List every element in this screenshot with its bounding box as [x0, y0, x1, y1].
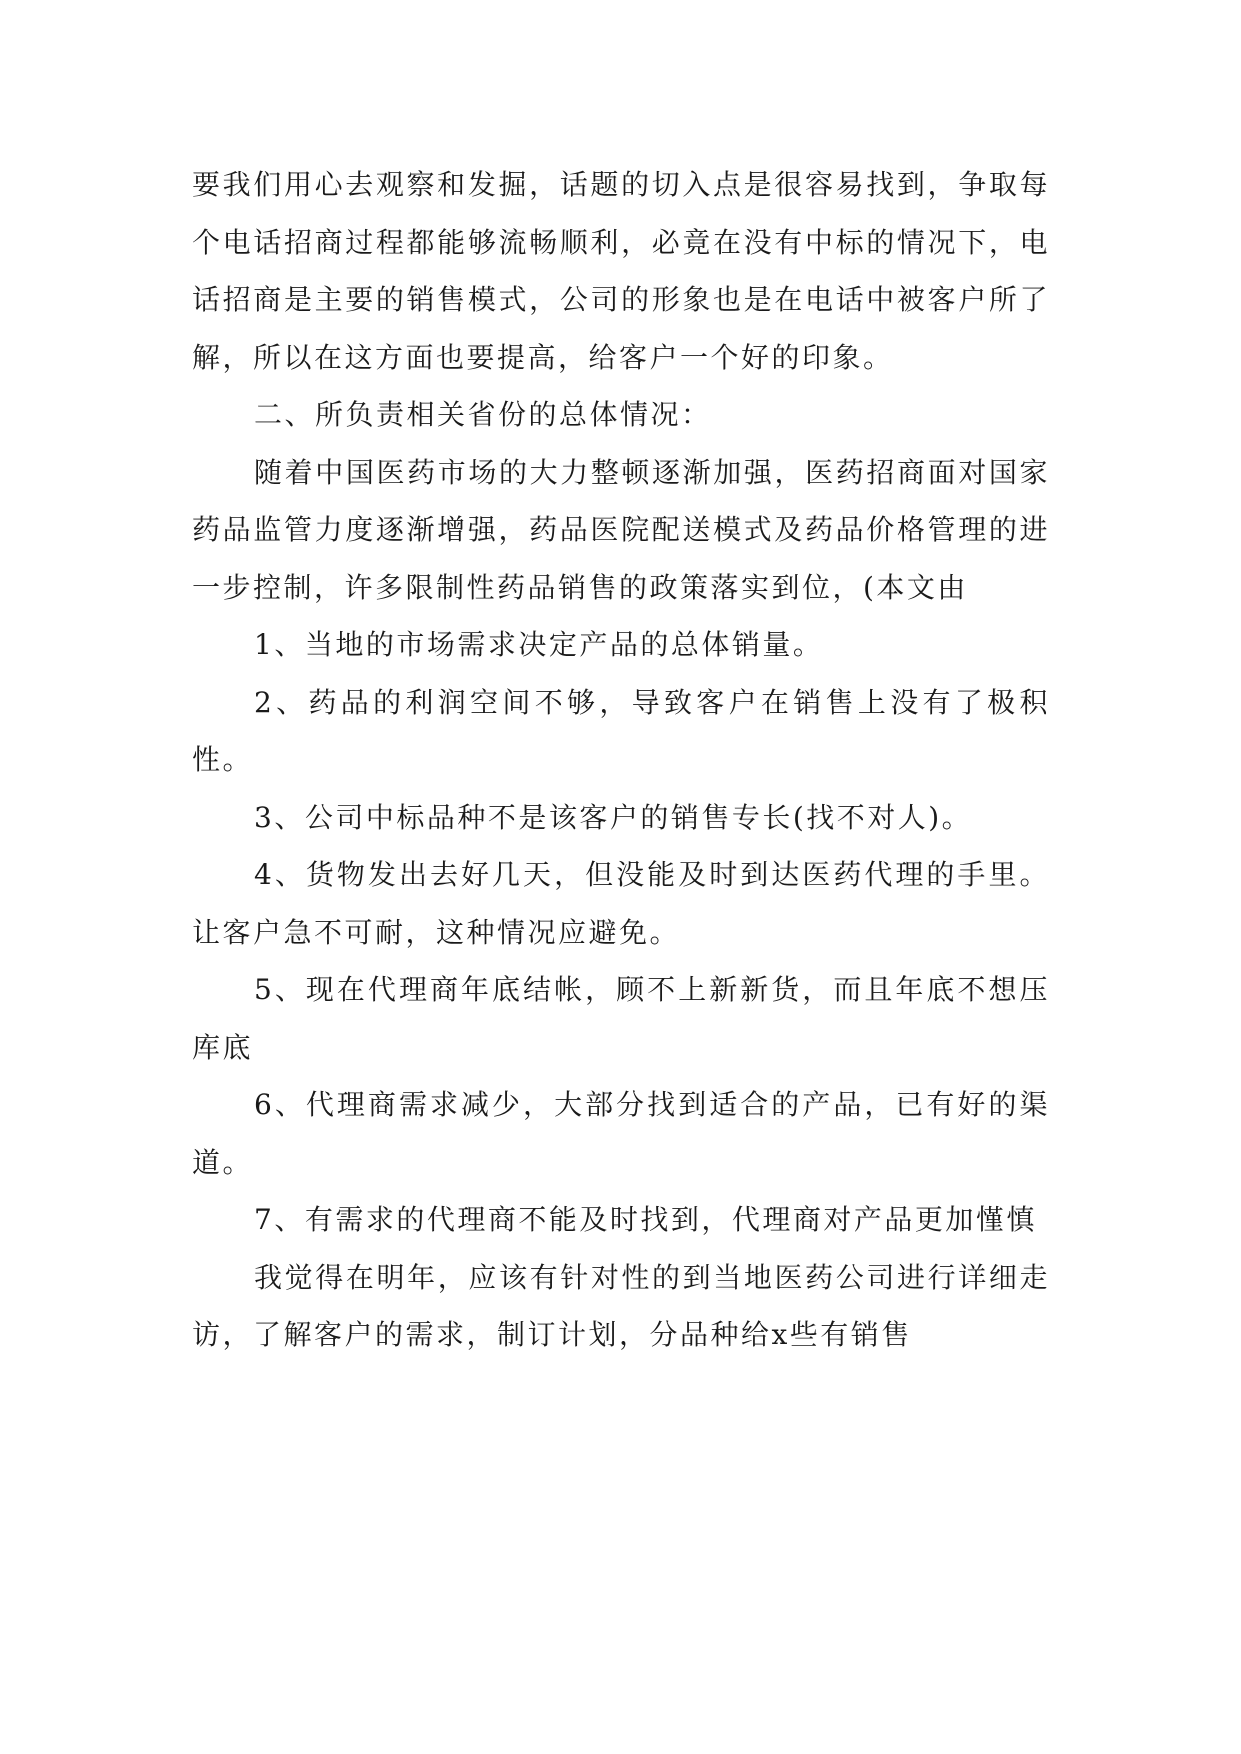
list-item-1: 1、当地的市场需求决定产品的总体销量。 [254, 628, 824, 661]
list-item-7: 7、有需求的代理商不能及时找到，代理商对产品更加慬慎 [254, 1203, 1037, 1236]
paragraph-next-year-plan: 我觉得在明年，应该有针对性的到当地医药公司进行详细走访，了解客户的需求，制订计划，分品种给x些有销售 [192, 1260, 1050, 1351]
list-item-4: 4、货物发出去好几天，但没能及时到达医药代理的手里。让客户急不可耐，这种情况应避免。 [192, 858, 1050, 949]
list-item-2: 2、药品的利润空间不够，导致客户在销售上没有了极积性。 [192, 685, 1050, 776]
paragraph-market-context: 随着中国医药市场的大力整顿逐渐加强，医药招商面对国家药品监管力度逐渐增强，药品医院配送模式及药品价格管理的进一步控制，许多限制性药品销售的政策落实到位，(本文由 [192, 455, 1050, 604]
paragraph-intro-continuation: 要我们用心去观察和发掘，话题的切入点是很容易找到，争取每个电话招商过程都能够流畅顺利，必竟在没有中标的情况下，电话招商是主要的销售模式，公司的形象也是在电话中被客户所了解，所以在这方面也要提高，给客户一个好的印象。 [192, 168, 1050, 374]
section-heading-provinces: 二、所负责相关省份的总体情况： [254, 398, 712, 431]
list-item-6: 6、代理商需求减少，大部分找到适合的产品，已有好的渠道。 [192, 1088, 1050, 1179]
document-body [192, 156, 1050, 1364]
list-item-5: 5、现在代理商年底结帐，顾不上新新货，而且年底不想压库底 [192, 973, 1050, 1064]
list-item-3: 3、公司中标品种不是该客户的销售专长(找不对人)。 [254, 800, 973, 834]
